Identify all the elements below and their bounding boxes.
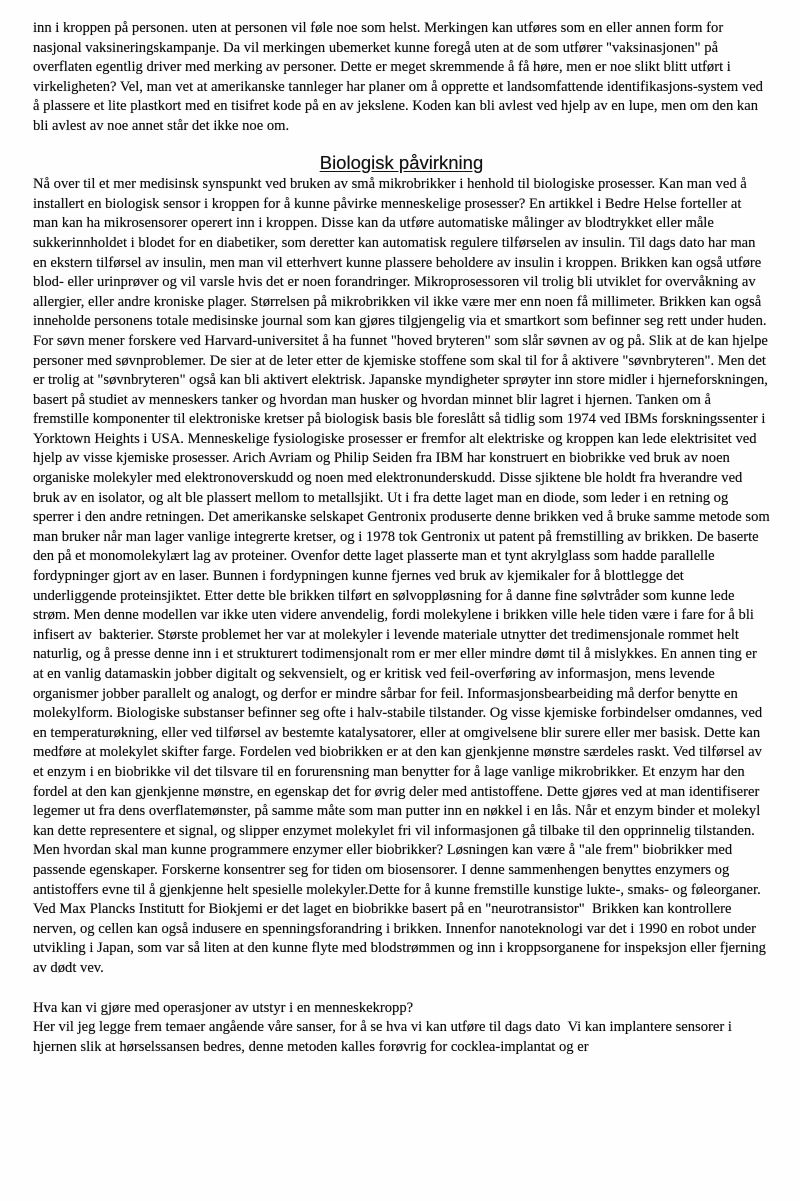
body-paragraph: Nå over til et mer medisinsk synspunkt ved bruken av små mikrobrikker i henhold til biologiske prosesser. Kan man ved å installert en biologisk sensor i kroppen for å kunne påvirke menneskelige prosesser? En artikkel i Bedre Helse forteller at man kan ha mikrosensorer operert inn i kroppen. Disse kan da utføre automatiske målinger av blodtrykket eller måle sukkerinnholdet i blodet for en diabetiker, som deretter kan automatisk regulere tilførselen av insulin. Til dags dato har man en ekstern tilførsel av insulin, men man vil etterhvert kunne plassere beholdere av insulin i kroppen. Brikken kan også utføre blod- eller urinprøver og vil varsle hvis det er noen forandringer. Mikroprosessoren vil trolig bli utviklet for overvåkning av allergier, eller andre kroniske plager. Størrelsen på mikrobrikken vil ikke være mer enn noen få millimeter. Brikken kan også inneholde personens totale medisinske journal som kan gjøres tilgjengelig via et smartkort som befinner seg rett under huden. For søvn mener forskere ved Harvard-universitet å ha funnet "hoved bryteren" som slår søvnen av og på. Slik at de kan hjelpe personer med søvnproblemer. De sier at de leter etter de kjemiske stoffene som skal til for å aktivere "søvnbryteren". Men det er trolig at "søvnbryteren" også kan bli aktivert elektrisk. Japanske myndigheter sprøyter inn store midler i hjerneforskningen, basert på studiet av menneskers tanker og hvordan man husker og hvordan minnet blir lagret i hjernen. Tanken om å fremstille komponenter til elektroniske kretser på biologisk basis ble foreslått så tidlig som 1974 ved IBMs forskningssenter i Yorktown Heights i USA. Menneskelige fysiologiske prosesser er fremfor alt elektriske og kroppen kan lede elektrisitet ved hjelp av visse kjemiske prosesser. Arich Avriam og Philip Seiden fra IBM har konstruert en biobrikke ved bruk av noen organiske molekyler med elektronoverskudd og noen med elektronunderskudd. Disse sjiktene ble holdt fra hverandre ved bruk av en isolator, og alt ble plassert mellom to metallsjikt. Ut i fra dette laget man en diode, som leder i en retning og sperrer i den andre retningen. Det amerikanske selskapet Gentronix produserte denne brikken ved å bruke samme metode som man bruker når man lager vanlige integrerte kretser, og i 1978 tok Gentronix ut patent på fremstilling av brikken. De baserte den på et monomolekylært lag av proteiner. Ovenfor dette laget plasserte man et tynt akrylglass som hadde parallelle fordypninger gjort av en laser. Bunnen i fordypningen kunne fjernes ved bruk av kjemikaler for å blottlegge det underliggende proteinsjiktet. Etter dette ble brikken tilført en sølvoppløsning for å danne fine sølvtråder som kunne lede strøm. Men denne modellen var ikke uten videre anvendelig, fordi molekylene i brikken ville hele tiden være i fare for å bli infisert av bakterier. Største problemet her var at molekyler i levende materiale utnytter det tredimensjonale rommet helt naturlig, og å presse denne inn i et strukturert todimensjonalt rom er mer eller mindre dømt til å mislykkes. En annen ting er at en vanlig datamaskin jobber digitalt og sekvensielt, og er kritisk ved feil-overføring av informasjon, mens levende organismer jobber parallelt og analogt, og derfor er mindre sårbar for feil. Informasjonsbearbeiding må derfor benytte en molekylform. Biologiske substanser befinner seg ofte i halv-stabile tilstander. Og visse kjemiske forbindelser omdannes, ved en temperaturøkning, eller ved tilførsel av bestemte katalysatorer, eller at omgivelsene blir surere eller mer basisk. Dette kan medføre at molekylet skifter farge. Fordelen ved biobrikken er at den kan gjenkjenne mønstre særdeles raskt. Ved tilførsel av et enzym i en biobrikke vil det tilsvare til en forurensning man benytter for å lage vanlige mikrobrikker. Et enzym har den fordel at den kan gjenkjenne mønstre, en egenskap det for øvrig deler med antistoffene. Dette gjøres ved at man identifiserer legemer ut fra dens overflatemønster, på samme måte som man putter inn en nøkkel i en lås. Når et enzym binder et molekyl kan dette representere et signal, og slipper enzymet molekylet fri vil informasjonen gå tilbake til den opprinnelig tilstanden. Men hvordan skal man kunne programmere enzymer eller biobrikker? Løsningen kan være å "ale frem" biobrikker med passende egenskaper. Forskerne konsentrer seg for tiden om biosensorer. I denne sammenhengen benyttes enzymers og antistoffers evne til å gjenkjenne helt spesielle molekyler.Dette for å kunne fremstille kunstige lukte-, smaks- og føleorganer. Ved Max Plancks Institutt for Biokjemi er det laget en biobrikke basert på en "neurotransistor" Brikken kan kontrollere nerven, og cellen kan også indusere en spenningsforandring i brikken. Innenfor nanoteknologi var det i 1990 en robot under utvikling i Japan, som var så liten at den kunne flyte med blodstrømmen og inn i kroppsorganene for inspeksjon eller fjerning av dødt vev. (33, 176, 774, 976)
intro-paragraph: inn i kroppen på personen. uten at personen vil føle noe som helst. Merkingen kan utføres som en eller annen form for nasjonal vaksineringskampanje. Da vil merkingen ubemerket kunne foregå uten at de som utfører "vaksinasjonen" på overflaten egentlig driver med merking av personer. Dette er meget skremmende å få høre, men er noe slikt blitt utført i virkeligheten? Vel, man vet at amerikanske tannleger har planer om å opprette et landsomfattende identifikasjons-system ved å plassere et lite plastkort med en tisifret kode på en av jekslene. Koden kan bli avlest ved hjelp av en lupe, men om den kan bli avlest av noe annet står det ikke noe om. (33, 20, 767, 134)
closing-paragraph: Her vil jeg legge frem temaer angående våre sanser, for å se hva vi kan utføre til dags dato Vi kan implantere sensorer i hjernen slik at hørselssansen bedres, denne metoden kalles forøvrig for cocklea-implantat og er (33, 1019, 736, 1055)
closing-question: Hva kan vi gjøre med operasjoner av utstyr i en menneskekropp? (33, 999, 414, 1016)
section-heading: Biologisk påvirkning (319, 151, 484, 173)
